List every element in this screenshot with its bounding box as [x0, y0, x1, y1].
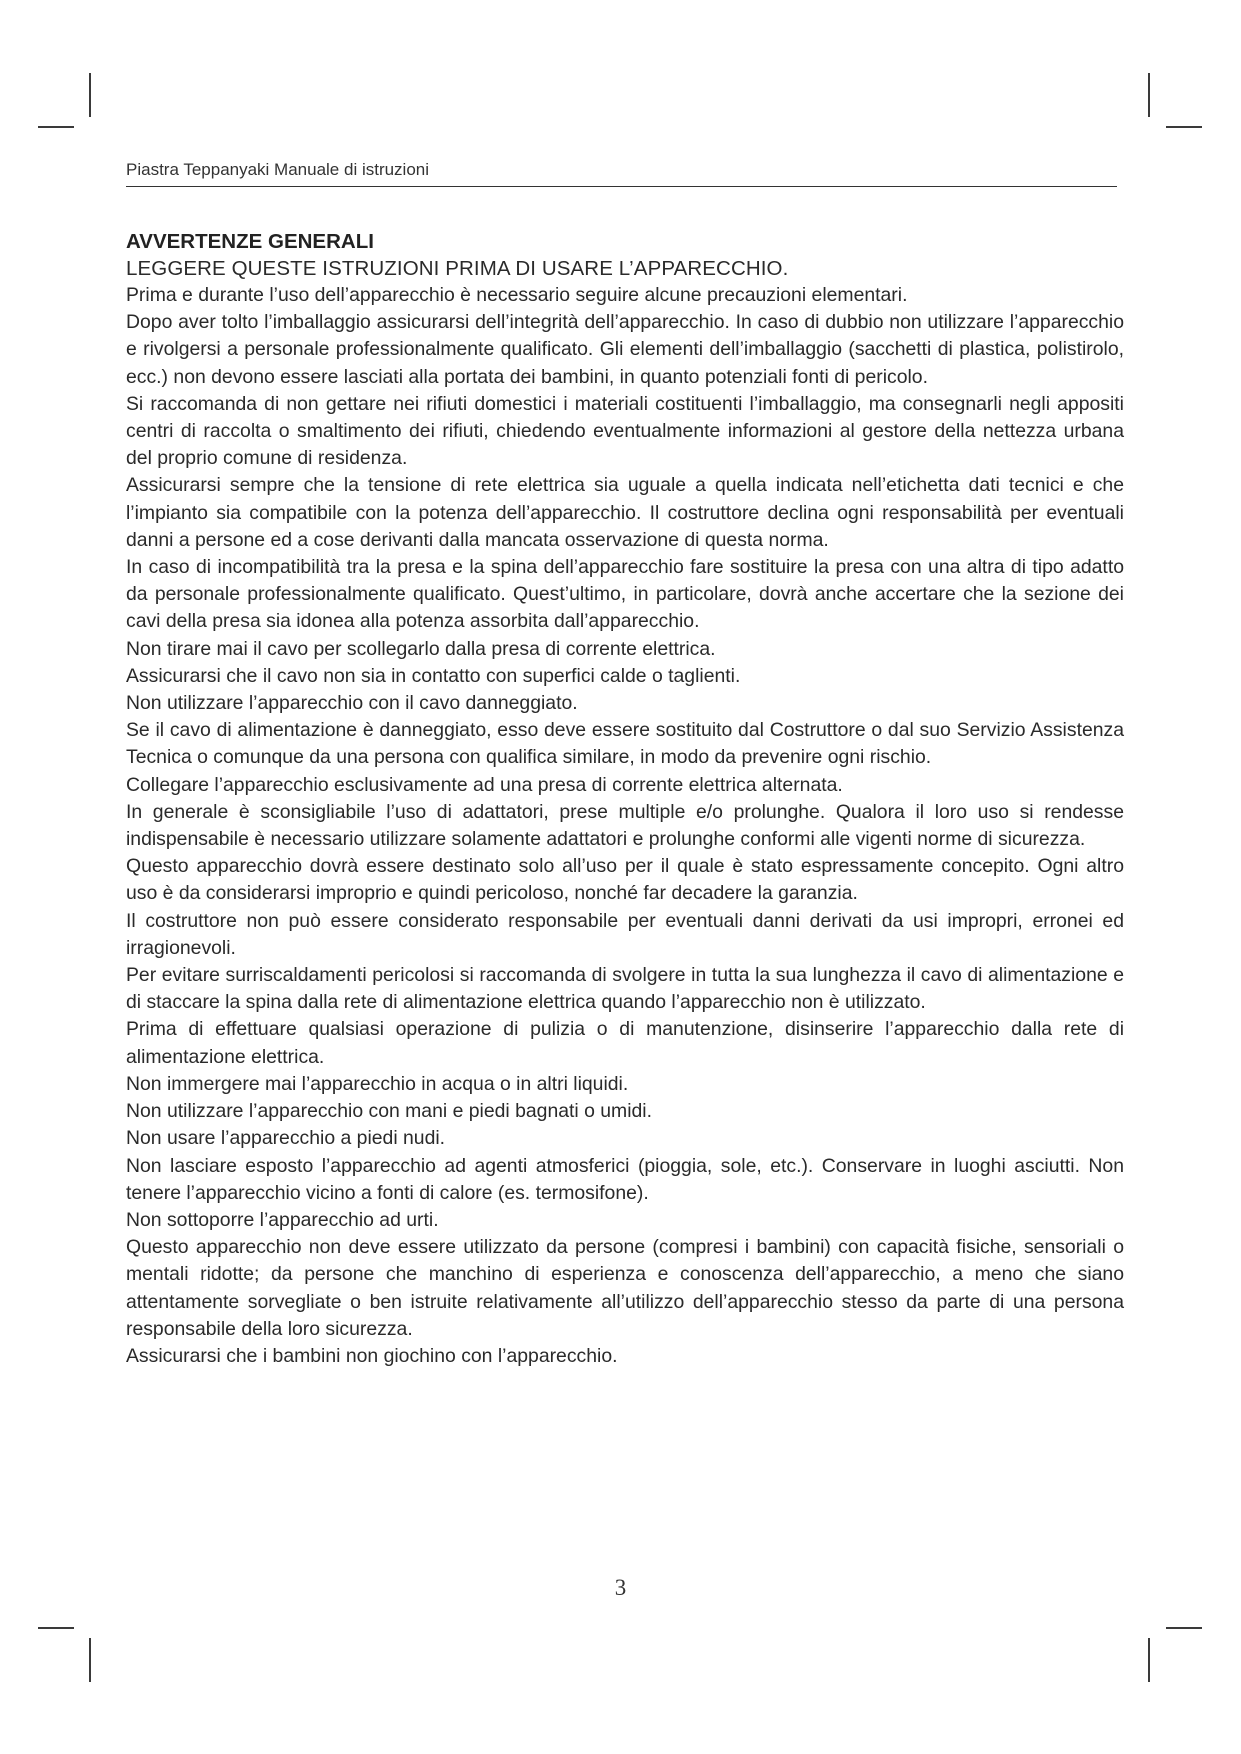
paragraph: Non tirare mai il cavo per scollegarlo dalla presa di corrente elettrica. [126, 637, 716, 660]
header-title: Piastra Teppanyaki Manuale di istruzioni [126, 160, 430, 179]
page-content [126, 228, 1124, 1370]
crop-mark-bottom-left-vertical [89, 1638, 91, 1682]
crop-mark-top-left-vertical [89, 73, 91, 117]
paragraph: In generale è sconsigliabile l’uso di adattatori, prese multiple e/o prolunghe. Qualora il loro uso si rendesse indispensabile è necessario utilizzare solamente adattatori e prolunghe conformi alle vigenti norme di sicurezza. [126, 800, 1124, 851]
crop-mark-top-right-vertical [1148, 73, 1150, 117]
paragraph: Assicurarsi che il cavo non sia in contatto con superfici calde o taglienti. [126, 664, 741, 687]
crop-mark-bottom-right-horizontal [1166, 1627, 1202, 1629]
paragraph: Non immergere mai l’apparecchio in acqua o in altri liquidi. [126, 1072, 629, 1095]
paragraph: Assicurarsi che i bambini non giochino con l’apparecchio. [126, 1344, 618, 1367]
paragraph: Non utilizzare l’apparecchio con il cavo danneggiato. [126, 692, 578, 715]
page-number: 3 [614, 1575, 627, 1600]
paragraph: Il costruttore non può essere considerato responsabile per eventuali danni derivati da usi impropri, erronei ed irragionevoli. [126, 909, 1124, 959]
crop-mark-top-right-horizontal [1166, 126, 1202, 128]
paragraph: Collegare l’apparecchio esclusivamente ad una presa di corrente elettrica alternata. [126, 773, 843, 796]
paragraph: Non lasciare esposto l’apparecchio ad agenti atmosferici (pioggia, sole, etc.). Conservare in luoghi asciutti. Non tenere l’apparecchio vicino a fonti di calore (es. termosifone). [126, 1154, 1124, 1204]
paragraph: Questo apparecchio dovrà essere destinato solo all’uso per il quale è stato espressamente concepito. Ogni altro uso è da considerarsi improprio e quindi pericoloso, nonché far decadere la garanzia. [126, 855, 1124, 905]
paragraph: Prima di effettuare qualsiasi operazione di pulizia o di manutenzione, disinserire l’apparecchio dalla rete di alimentazione elettrica. [126, 1018, 1124, 1068]
paragraph: Assicurarsi sempre che la tensione di rete elettrica sia uguale a quella indicata nell’etichetta dati tecnici e che l’impianto sia compatibile con la potenza dell’apparecchio. Il costruttore declina ogni responsabilità per eventuali danni a persone ed a cose derivanti dalla mancata osservazione di questa norma. [126, 474, 1124, 551]
paragraph: Non utilizzare l’apparecchio con mani e piedi bagnati o umidi. [126, 1100, 652, 1123]
paragraph: Questo apparecchio non deve essere utilizzato da persone (compresi i bambini) con capacità fisiche, sensoriali o mentali ridotte; da persone che manchino di esperienza e conoscenza dell’apparecchio, a meno che siano attentamente sorvegliate o ben istruite relativamente all’utilizzo dell’apparecchio stesso da parte di una persona responsabile della loro sicurezza. [126, 1236, 1124, 1340]
crop-mark-top-left-horizontal [38, 126, 74, 128]
paragraph: In caso di incompatibilità tra la presa e la spina dell’apparecchio fare sostituire la presa con una altra di tipo adatto da personale professionalmente qualificato. Quest’ultimo, in particolare, dovrà anche accertare che la sezione dei cavi della presa sia idonea alla potenza assorbita dall’apparecchio. [126, 556, 1124, 633]
running-header [126, 158, 1117, 187]
paragraph: Non usare l’apparecchio a piedi nudi. [126, 1127, 446, 1150]
paragraph: Se il cavo di alimentazione è danneggiato, esso deve essere sostituito dal Costruttore o dal suo Servizio Assistenza Tecnica o comunque da una persona con qualifica similare, in modo da prevenire ogni rischio. [126, 719, 1124, 769]
crop-mark-bottom-left-horizontal [38, 1627, 74, 1629]
paragraph: Per evitare surriscaldamenti pericolosi si raccomanda di svolgere in tutta la sua lunghezza il cavo di alimentazione e di staccare la spina dalla rete di alimentazione elettrica quando l’apparecchio non è utilizzato. [126, 964, 1124, 1014]
paragraph: Dopo aver tolto l’imballaggio assicurarsi dell’integrità dell’apparecchio. In caso di dubbio non utilizzare l’apparecchio e rivolgersi a personale professionalmente qualificato. Gli elementi dell’imballaggio (sacchetti di plastica, polistirolo, ecc.) non devono essere lasciati alla portata dei bambini, in quanto potenziali fonti di pericolo. [126, 311, 1124, 388]
paragraph: Prima e durante l’uso dell’apparecchio è necessario seguire alcune precauzioni elementari. [126, 284, 908, 306]
crop-mark-bottom-right-vertical [1148, 1638, 1150, 1682]
paragraph: Non sottoporre l’apparecchio ad urti. [126, 1208, 439, 1231]
section-subtitle: LEGGERE QUESTE ISTRUZIONI PRIMA DI USARE L’APPARECCHIO. [126, 257, 789, 280]
section-title: AVVERTENZE GENERALI [126, 230, 374, 253]
paragraph: Si raccomanda di non gettare nei rifiuti domestici i materiali costituenti l’imballaggio, ma consegnarli negli appositi centri di raccolta o smaltimento dei rifiuti, chiedendo eventualmente informazioni al gestore della nettezza urbana del proprio comune di residenza. [126, 392, 1124, 470]
